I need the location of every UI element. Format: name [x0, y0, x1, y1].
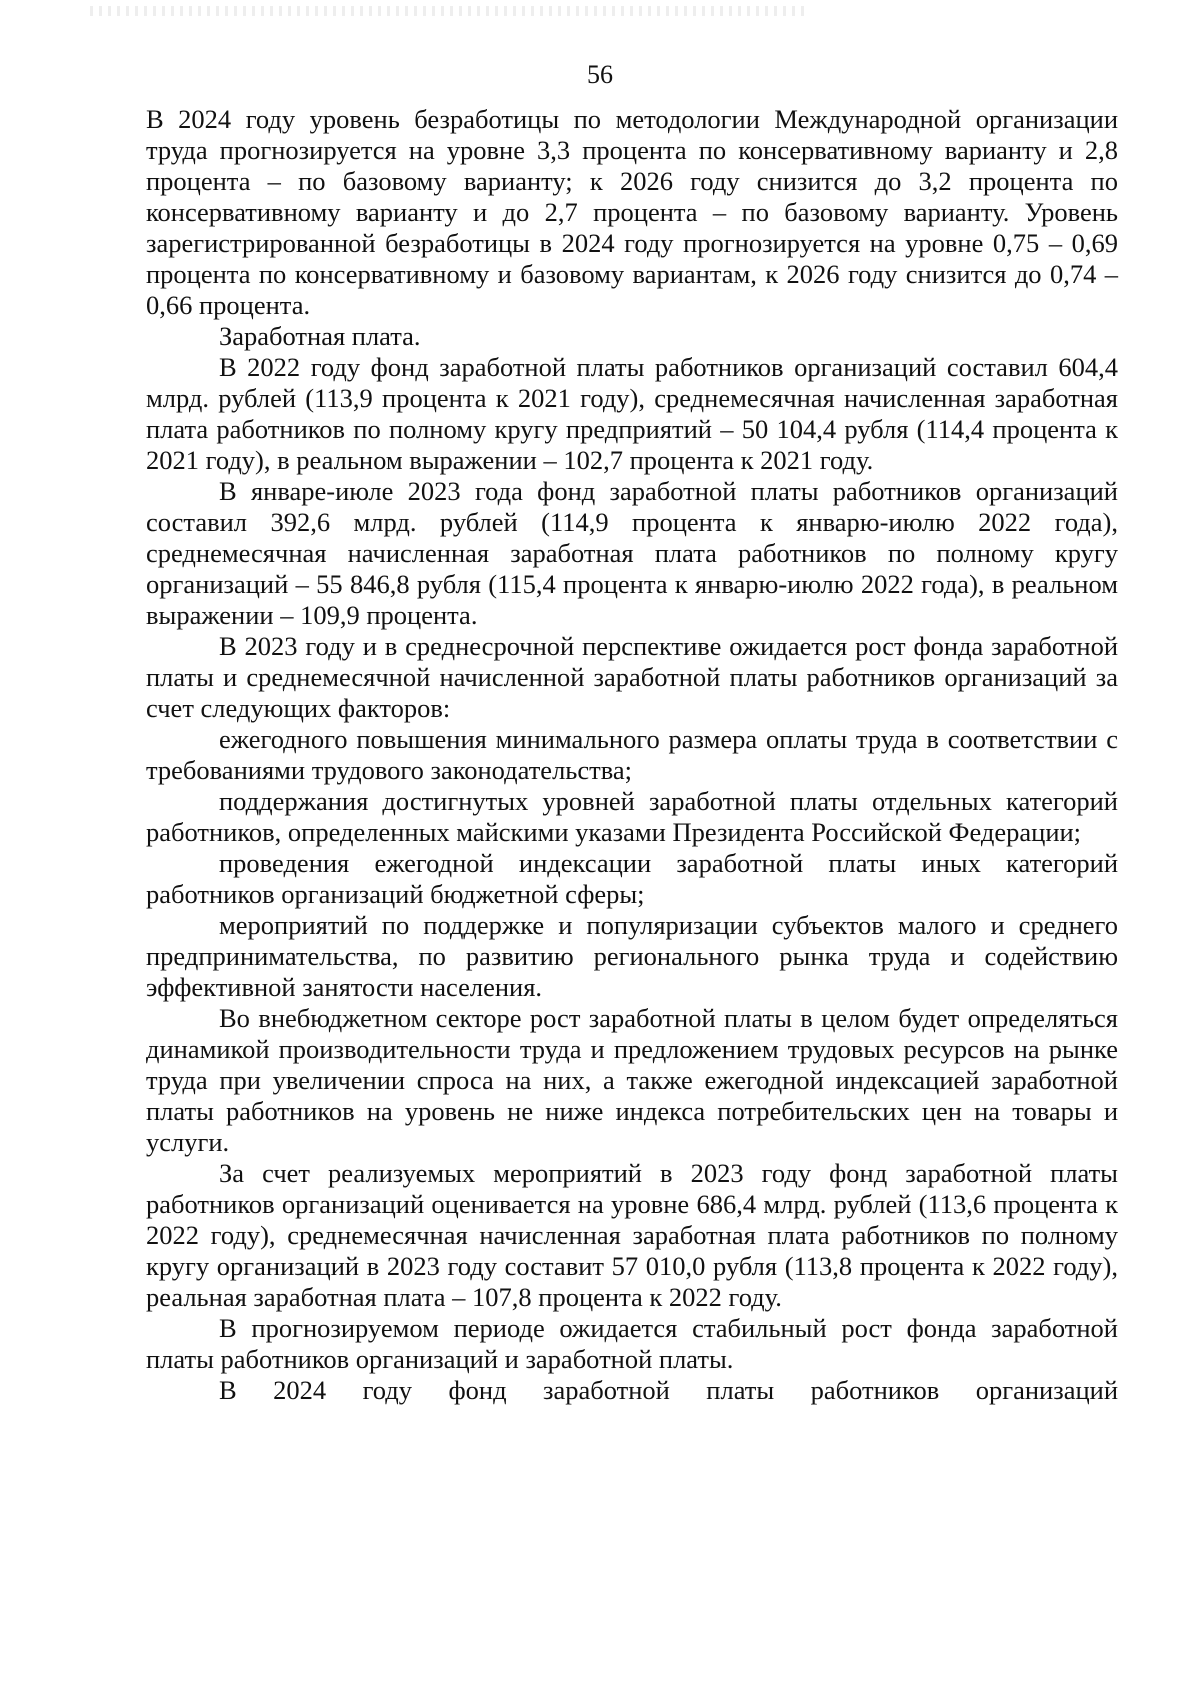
list-item-small-business-support: мероприятий по поддержке и популяризации субъектов малого и среднего предпринимательства, по развитию регионального рынка труда и содействию эффективной занятости населения.: [146, 910, 1118, 1002]
paragraph-2023-estimate: За счет реализуемых мероприятий в 2023 году фонд заработной платы работников организаций оценивается на уровне 686,4 млрд. рублей (113,6 процента к 2022 году), среднемесячная начисленная заработная плата работников по полному кругу организаций в 2023 году составит 57 010,0 рубля (113,8 процента к 2022 году), реальная заработная плата – 107,8 процента к 2022 году.: [146, 1158, 1118, 1312]
paragraph-unemployment-forecast: В 2024 году уровень безработицы по методологии Международной организации труда прогнозируется на уровне 3,3 процента по консервативному варианту и 2,8 процента – по базовому варианту; к 2026 году снизится до 3,2 процента по консервативному варианту и до 2,7 процента – по базовому варианту. Уровень зарегистрированной безработицы в 2024 году прогнозируется на уровне 0,75 – 0,69 процента по консервативному и базовому вариантам, к 2026 году снизится до 0,74 – 0,66 процента.: [146, 104, 1118, 320]
paragraph-2022-wage-fund: В 2022 году фонд заработной платы работников организаций составил 604,4 млрд. рублей (113,9 процента к 2021 году), среднемесячная начисленная заработная плата работников по полному кругу предприятий – 50 104,4 рубля (114,4 процента к 2021 году), в реальном выражении – 102,7 процента к 2021 году.: [146, 352, 1118, 475]
paragraph-2024-wage-fund: В 2024 году фонд заработной платы работников организаций: [219, 1375, 1118, 1405]
paragraph-jan-jul-2023-wage-fund: В январе-июле 2023 года фонд заработной платы работников организаций составил 392,6 млрд. рублей (114,9 процента к январю-июлю 2022 года), среднемесячная начисленная заработная плата работников по полному кругу организаций – 55 846,8 рубля (115,4 процента к январю-июлю 2022 года), в реальном выражении – 109,9 процента.: [146, 476, 1118, 630]
section-heading-wages: Заработная плата.: [219, 321, 421, 351]
list-item-minimum-wage: ежегодного повышения минимального размера оплаты труда в соответствии с требованиями трудового законодательства;: [146, 724, 1118, 785]
list-item-budget-indexation: проведения ежегодной индексации заработной платы иных категорий работников организаций бюджетной сферы;: [146, 848, 1118, 909]
list-item-may-decrees: поддержания достигнутых уровней заработной платы отдельных категорий работников, определенных майскими указами Президента Российской Федерации;: [146, 786, 1118, 847]
paragraph-growth-factors-intro: В 2023 году и в среднесрочной перспективе ожидается рост фонда заработной платы и среднемесячной начисленной заработной платы работников организаций за счет следующих факторов:: [146, 631, 1118, 723]
document-body: [146, 104, 1118, 1406]
page-number: 56: [587, 60, 613, 89]
paragraph-forecast-period: В прогнозируемом периоде ожидается стабильный рост фонда заработной платы работников организаций и заработной платы.: [146, 1313, 1118, 1374]
paragraph-extrabudgetary-sector: Во внебюджетном секторе рост заработной платы в целом будет определяться динамикой производительности труда и предложением трудовых ресурсов на рынке труда при увеличении спроса на них, а также ежегодной индексацией заработной платы работников на уровень не ниже индекса потребительских цен на товары и услуги.: [146, 1003, 1118, 1157]
scan-artifact: [90, 6, 810, 16]
